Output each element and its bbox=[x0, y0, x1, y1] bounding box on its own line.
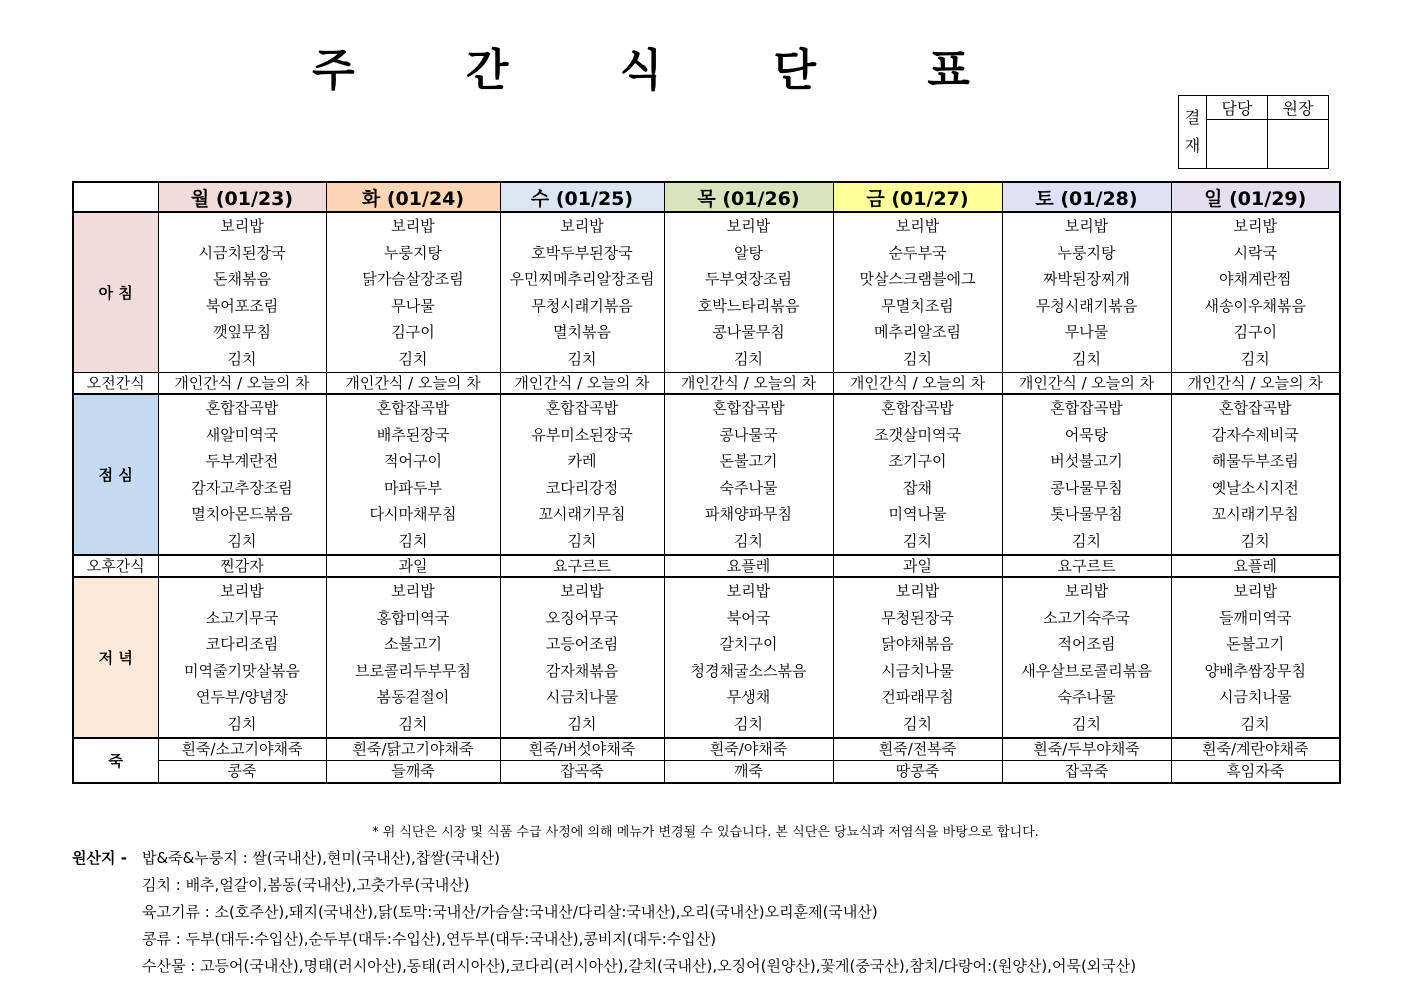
menu-item: 버섯불고기 bbox=[1050, 452, 1123, 470]
afternoon-snack-label: 오후간식 bbox=[73, 555, 158, 577]
menu-item: 멸치볶음 bbox=[553, 323, 611, 341]
menu-item: 브로콜리두부무침 bbox=[355, 661, 471, 680]
origin-line bbox=[72, 845, 1136, 872]
menu-item: 시금치나물 bbox=[545, 688, 619, 706]
menu-item: 북어포조림 bbox=[205, 296, 279, 315]
menu-item: 김치 bbox=[1240, 531, 1270, 550]
menu-item: 미역나물 bbox=[888, 505, 947, 523]
menu-item: 숙주나물 bbox=[719, 478, 778, 497]
menu-item: 호박두부된장국 bbox=[531, 243, 633, 262]
breakfast-menu-cell bbox=[500, 212, 664, 373]
menu-item: 김치 bbox=[734, 349, 763, 368]
snack-cell: 요구르트 bbox=[1002, 555, 1171, 577]
breakfast-label: 아 침 bbox=[73, 212, 158, 373]
menu-item: 김치 bbox=[567, 349, 597, 368]
menu-item: 김치 bbox=[903, 349, 932, 368]
porridge-row-2 bbox=[73, 761, 1340, 784]
dinner-label: 저 녁 bbox=[73, 577, 158, 738]
menu-item: 미역줄기맛살볶음 bbox=[184, 661, 300, 680]
dinner-menu-cell bbox=[158, 577, 326, 738]
menu-item: 무청된장국 bbox=[881, 608, 954, 627]
menu-item: 순두부국 bbox=[888, 243, 947, 262]
menu-item: 시금치나물 bbox=[1219, 688, 1292, 706]
approval-label-char: 재 bbox=[1184, 136, 1201, 155]
menu-item: 콩나물국 bbox=[719, 425, 778, 444]
menu-item: 감자고추장조림 bbox=[191, 478, 293, 497]
menu-item: 메추리알조림 bbox=[874, 323, 961, 341]
menu-item: 소불고기 bbox=[384, 635, 442, 653]
origin-line bbox=[72, 953, 1136, 980]
menu-item: 혼합잡곡밥 bbox=[712, 399, 785, 417]
menu-item: 김치 bbox=[398, 714, 428, 733]
menu-item: 보리밥 bbox=[726, 582, 771, 600]
menu-item: 꼬시래기무침 bbox=[538, 505, 626, 523]
snack-cell: 과일 bbox=[326, 555, 500, 577]
approval-sign-director[interactable] bbox=[1268, 120, 1329, 169]
snack-cell: 요구르트 bbox=[500, 555, 664, 577]
menu-item: 혼합잡곡밥 bbox=[205, 399, 279, 417]
menu-item: 두부계란전 bbox=[205, 452, 279, 470]
menu-change-note: * 위 식단은 시장 및 식품 수급 사정에 의해 메뉴가 변경될 수 있습니다. 본 식단은 당뇨식과 저염식을 바탕으로 합니다. bbox=[372, 825, 1039, 840]
menu-item: 김치 bbox=[1072, 349, 1101, 368]
menu-item: 해물두부조림 bbox=[1211, 452, 1299, 470]
menu-item: 코다리조림 bbox=[205, 635, 279, 653]
menu-item: 호박느타리볶음 bbox=[697, 296, 800, 315]
corner-cell bbox=[73, 182, 158, 212]
origin-text: 육고기류 : 소(호주산),돼지(국내산),닭(토막:국내산/가슴살:국내산/다리살:국내산),오리(국내산)오리훈제(국내산) bbox=[142, 903, 878, 921]
menu-item: 보리밥 bbox=[560, 582, 604, 600]
menu-item: 보리밥 bbox=[391, 582, 435, 600]
lunch-menu-cell bbox=[326, 394, 500, 555]
porridge-cell: 흰죽/두부야채죽 bbox=[1002, 738, 1171, 761]
menu-item: 조기구이 bbox=[888, 452, 947, 470]
dinner-menu-cell bbox=[326, 577, 500, 738]
menu-item: 김치 bbox=[734, 531, 763, 550]
lunch-menu-cell bbox=[500, 394, 664, 555]
menu-item: 새알미역국 bbox=[205, 425, 279, 444]
day-header: 토 (01/28) bbox=[1002, 182, 1171, 212]
menu-item: 꼬시래기무침 bbox=[1211, 505, 1299, 523]
menu-item: 마파두부 bbox=[384, 478, 442, 497]
origin-text: 수산물 : 고등어(국내산),명태(러시아산),동태(러시아산),코다리(러시아산),갈치(국내산),오징어(원양산),꽃게(중국산),참치/다랑어:(원양산),어묵(외국산) bbox=[142, 957, 1137, 975]
origin-line bbox=[72, 899, 1136, 926]
menu-item: 보리밥 bbox=[1233, 217, 1277, 235]
menu-item: 무나물 bbox=[391, 296, 435, 315]
menu-item: 김구이 bbox=[391, 323, 435, 341]
dinner-menu-cell bbox=[664, 577, 833, 738]
menu-item: 혼합잡곡밥 bbox=[1219, 399, 1292, 417]
porridge-cell: 흰죽/야채죽 bbox=[664, 738, 833, 761]
menu-item: 김치 bbox=[398, 531, 428, 550]
menu-item: 김치 bbox=[1072, 714, 1101, 733]
porridge-cell: 흰죽/소고기야채죽 bbox=[158, 738, 326, 761]
menu-item: 갈치구이 bbox=[719, 635, 778, 653]
day-header: 수 (01/25) bbox=[500, 182, 664, 212]
porridge-cell: 흑임자죽 bbox=[1171, 761, 1340, 784]
approval-box bbox=[1178, 95, 1329, 169]
menu-item: 숙주나물 bbox=[1057, 688, 1116, 706]
day-header: 금 (01/27) bbox=[833, 182, 1002, 212]
breakfast-menu-cell bbox=[833, 212, 1002, 373]
menu-item: 소고기숙주국 bbox=[1043, 608, 1130, 627]
porridge-cell: 깨죽 bbox=[664, 761, 833, 784]
morning-snack-row bbox=[73, 373, 1340, 395]
menu-item: 오징어무국 bbox=[545, 608, 619, 627]
breakfast-menu-cell bbox=[1171, 212, 1340, 373]
porridge-cell: 땅콩죽 bbox=[833, 761, 1002, 784]
menu-item: 양배추쌈장무침 bbox=[1204, 661, 1306, 680]
menu-item: 김치 bbox=[567, 531, 597, 550]
menu-item: 김치 bbox=[227, 531, 257, 550]
approval-label-char: 결 bbox=[1184, 108, 1201, 127]
menu-item: 봄동겉절이 bbox=[376, 688, 450, 706]
menu-item: 돈불고기 bbox=[719, 452, 778, 470]
menu-item: 두부엿장조림 bbox=[705, 270, 792, 288]
dinner-row bbox=[73, 577, 1340, 738]
menu-item: 코다리강정 bbox=[545, 478, 619, 497]
lunch-menu-cell bbox=[664, 394, 833, 555]
menu-item: 야채계란찜 bbox=[1219, 270, 1292, 288]
snack-cell: 개인간식 / 오늘의 차 bbox=[1002, 373, 1171, 395]
dinner-menu-cell bbox=[1171, 577, 1340, 738]
day-header: 목 (01/26) bbox=[664, 182, 833, 212]
snack-cell: 개인간식 / 오늘의 차 bbox=[1171, 373, 1340, 395]
menu-item: 알탕 bbox=[734, 243, 763, 262]
snack-cell: 요플레 bbox=[1171, 555, 1340, 577]
menu-item: 닭야채볶음 bbox=[881, 635, 954, 653]
day-header: 일 (01/29) bbox=[1171, 182, 1340, 212]
menu-item: 김치 bbox=[903, 714, 932, 733]
menu-item: 닭가슴살장조림 bbox=[362, 270, 464, 288]
porridge-cell: 들깨죽 bbox=[326, 761, 500, 784]
day-header: 화 (01/24) bbox=[326, 182, 500, 212]
menu-item: 톳나물무침 bbox=[1050, 505, 1123, 523]
porridge-label: 죽 bbox=[73, 738, 158, 783]
day-header-row bbox=[73, 182, 1340, 212]
breakfast-menu-cell bbox=[158, 212, 326, 373]
menu-item: 보리밥 bbox=[895, 582, 940, 600]
porridge-cell: 잡곡죽 bbox=[500, 761, 664, 784]
lunch-menu-cell bbox=[833, 394, 1002, 555]
menu-item: 들깨미역국 bbox=[1219, 608, 1292, 627]
lunch-menu-cell bbox=[1171, 394, 1340, 555]
menu-item: 새송이우채볶음 bbox=[1204, 296, 1306, 315]
menu-item: 누룽지탕 bbox=[384, 243, 442, 262]
breakfast-row bbox=[73, 212, 1340, 373]
snack-cell: 찐감자 bbox=[158, 555, 326, 577]
approval-col-staff: 담당 bbox=[1207, 96, 1268, 120]
menu-item: 보리밥 bbox=[1064, 582, 1109, 600]
menu-item: 건파래무침 bbox=[881, 688, 954, 706]
approval-sign-staff[interactable] bbox=[1207, 120, 1268, 169]
menu-item: 짜박된장찌개 bbox=[1043, 270, 1130, 288]
menu-item: 김치 bbox=[398, 349, 428, 368]
origin-line bbox=[72, 926, 1136, 953]
menu-item: 김치 bbox=[227, 714, 257, 733]
menu-item: 감자수제비국 bbox=[1211, 425, 1299, 444]
menu-item: 카레 bbox=[567, 452, 597, 470]
menu-item: 홍합미역국 bbox=[376, 608, 450, 627]
porridge-row-1 bbox=[73, 738, 1340, 761]
menu-item: 옛날소시지전 bbox=[1211, 478, 1299, 497]
day-header: 월 (01/23) bbox=[158, 182, 326, 212]
menu-item: 김치 bbox=[227, 349, 257, 368]
menu-item: 김구이 bbox=[1233, 323, 1277, 341]
menu-item: 연두부/양념장 bbox=[196, 688, 288, 706]
weekly-menu-table bbox=[72, 181, 1341, 784]
page-title: 주 간 식 단 표 bbox=[312, 45, 1018, 96]
snack-cell: 개인간식 / 오늘의 차 bbox=[500, 373, 664, 395]
menu-item: 맛살스크램블에그 bbox=[859, 270, 976, 288]
menu-item: 혼합잡곡밥 bbox=[376, 399, 450, 417]
menu-item: 다시마채무침 bbox=[369, 505, 457, 523]
menu-item: 고등어조림 bbox=[545, 635, 619, 653]
menu-item: 조갯살미역국 bbox=[874, 425, 961, 444]
lunch-menu-cell bbox=[158, 394, 326, 555]
menu-item: 김치 bbox=[1072, 531, 1101, 550]
menu-item: 혼합잡곡밥 bbox=[881, 399, 954, 417]
porridge-cell: 흰죽/버섯야채죽 bbox=[500, 738, 664, 761]
menu-item: 시락국 bbox=[1233, 243, 1277, 262]
morning-snack-label: 오전간식 bbox=[73, 373, 158, 395]
menu-item: 김치 bbox=[1240, 714, 1270, 733]
menu-item: 우민찌메추리알장조림 bbox=[509, 270, 655, 288]
origin-text: 김치 : 배추,얼갈이,봄동(국내산),고춧가루(국내산) bbox=[142, 876, 470, 894]
menu-item: 무청시래기볶음 bbox=[531, 296, 633, 315]
menu-item: 유부미소된장국 bbox=[531, 425, 633, 444]
snack-cell: 개인간식 / 오늘의 차 bbox=[833, 373, 1002, 395]
menu-item: 김치 bbox=[567, 714, 597, 733]
snack-cell: 과일 bbox=[833, 555, 1002, 577]
menu-item: 보리밥 bbox=[1233, 582, 1277, 600]
menu-item: 김치 bbox=[734, 714, 763, 733]
menu-item: 보리밥 bbox=[220, 217, 264, 235]
menu-item: 시금치나물 bbox=[881, 661, 954, 680]
menu-item: 김치 bbox=[1240, 349, 1270, 368]
menu-item: 멸치아몬드볶음 bbox=[191, 505, 293, 523]
afternoon-snack-row bbox=[73, 555, 1340, 577]
menu-item: 적어조림 bbox=[1057, 635, 1116, 653]
menu-item: 돈불고기 bbox=[1226, 635, 1285, 653]
menu-item: 보리밥 bbox=[895, 217, 940, 235]
lunch-row bbox=[73, 394, 1340, 555]
lunch-menu-cell bbox=[1002, 394, 1171, 555]
menu-item: 무나물 bbox=[1064, 323, 1109, 341]
breakfast-menu-cell bbox=[664, 212, 833, 373]
menu-item: 소고기무국 bbox=[205, 608, 279, 627]
menu-item: 혼합잡곡밥 bbox=[545, 399, 619, 417]
menu-item: 적어구이 bbox=[384, 452, 442, 470]
menu-item: 새우살브로콜리볶음 bbox=[1021, 661, 1152, 680]
breakfast-menu-cell bbox=[326, 212, 500, 373]
origin-text: 콩류 : 두부(대두:수입산),순두부(대두:수입산),연두부(대두:국내산),콩비지(대두:수입산) bbox=[142, 930, 717, 948]
menu-item: 시금치된장국 bbox=[198, 243, 286, 262]
breakfast-menu-cell bbox=[1002, 212, 1171, 373]
porridge-cell: 콩죽 bbox=[158, 761, 326, 784]
menu-item: 보리밥 bbox=[220, 582, 264, 600]
approval-label bbox=[1179, 96, 1207, 169]
snack-cell: 개인간식 / 오늘의 차 bbox=[158, 373, 326, 395]
snack-cell: 개인간식 / 오늘의 차 bbox=[326, 373, 500, 395]
menu-item: 파채양파무침 bbox=[705, 505, 792, 523]
menu-item: 무청시래기볶음 bbox=[1035, 296, 1138, 315]
lunch-label: 점 심 bbox=[73, 394, 158, 555]
menu-item: 혼합잡곡밥 bbox=[1050, 399, 1123, 417]
menu-item: 보리밥 bbox=[1064, 217, 1109, 235]
porridge-cell: 잡곡죽 bbox=[1002, 761, 1171, 784]
menu-item: 잡채 bbox=[903, 478, 932, 497]
snack-cell: 개인간식 / 오늘의 차 bbox=[664, 373, 833, 395]
origin-section bbox=[72, 845, 1136, 980]
menu-item: 보리밥 bbox=[391, 217, 435, 235]
menu-item: 청경채굴소스볶음 bbox=[690, 661, 807, 680]
menu-item: 배추된장국 bbox=[376, 425, 450, 444]
snack-cell: 요플레 bbox=[664, 555, 833, 577]
approval-col-director: 원장 bbox=[1268, 96, 1329, 120]
menu-item: 돈채볶음 bbox=[213, 270, 271, 288]
menu-item: 북어국 bbox=[726, 608, 771, 627]
dinner-menu-cell bbox=[1002, 577, 1171, 738]
origin-label: 원산지 - bbox=[72, 849, 127, 867]
origin-text: 밥&죽&누룽지 : 쌀(국내산),현미(국내산),찹쌀(국내산) bbox=[142, 849, 500, 867]
menu-item: 김치 bbox=[903, 531, 932, 550]
porridge-cell: 흰죽/닭고기야채죽 bbox=[326, 738, 500, 761]
porridge-cell: 흰죽/계란야채죽 bbox=[1171, 738, 1340, 761]
menu-item: 보리밥 bbox=[560, 217, 604, 235]
dinner-menu-cell bbox=[500, 577, 664, 738]
menu-item: 무생채 bbox=[726, 688, 771, 706]
menu-item: 콩나물무침 bbox=[1050, 478, 1123, 497]
menu-item: 무멸치조림 bbox=[881, 296, 954, 315]
origin-line bbox=[72, 872, 1136, 899]
menu-item: 깻잎무침 bbox=[213, 323, 271, 341]
menu-item: 누룽지탕 bbox=[1057, 243, 1116, 262]
menu-item: 어묵탕 bbox=[1064, 425, 1109, 444]
menu-item: 감자채볶음 bbox=[545, 661, 619, 680]
dinner-menu-cell bbox=[833, 577, 1002, 738]
menu-item: 보리밥 bbox=[726, 217, 771, 235]
menu-item: 콩나물무침 bbox=[712, 323, 785, 341]
porridge-cell: 흰죽/전복죽 bbox=[833, 738, 1002, 761]
